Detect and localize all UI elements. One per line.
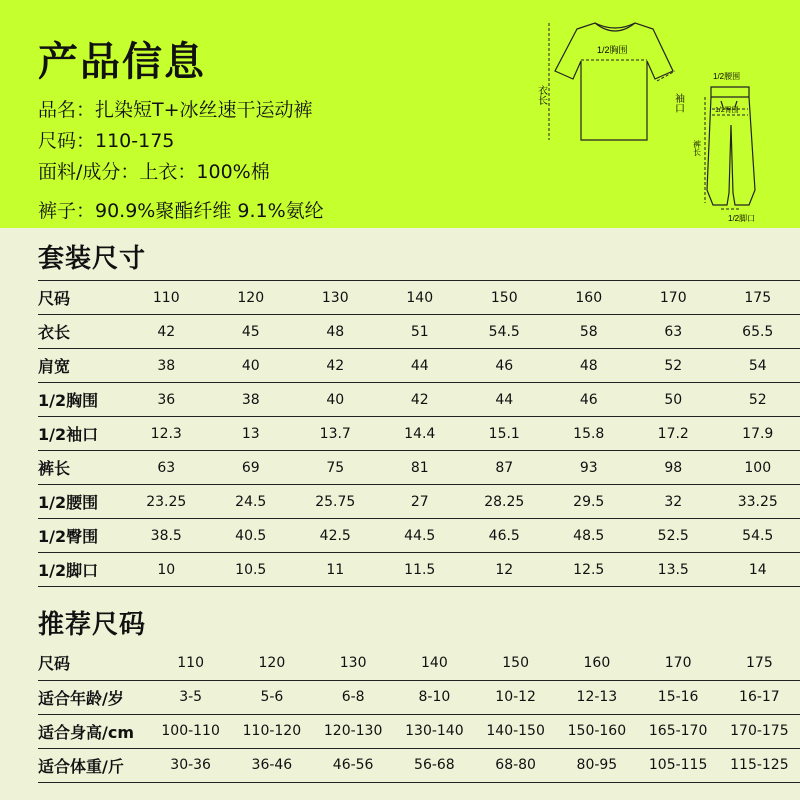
table-cell: 175 [716, 281, 800, 315]
table-cell: 14.4 [378, 417, 463, 451]
table-cell: 36-46 [231, 748, 312, 782]
table-cell: 56-68 [394, 748, 475, 782]
table-row [38, 383, 800, 417]
table-cell: 150 [475, 646, 556, 680]
table-cell: 45 [209, 315, 294, 349]
table-cell: 50 [631, 383, 716, 417]
table-cell: 42.5 [293, 519, 378, 553]
table-cell: 140 [378, 281, 463, 315]
row-label: 尺码 [38, 646, 150, 680]
table-cell: 38 [209, 383, 294, 417]
table-row [38, 315, 800, 349]
row-label: 肩宽 [38, 349, 124, 383]
table-cell: 10.5 [209, 553, 294, 587]
table-cell: 24.5 [209, 485, 294, 519]
table-row [38, 714, 800, 748]
table-cell: 130-140 [394, 714, 475, 748]
table-cell: 170 [638, 646, 719, 680]
table-cell: 110 [124, 281, 209, 315]
table-cell: 12.5 [547, 553, 632, 587]
table-cell: 33.25 [716, 485, 800, 519]
table-cell: 48.5 [547, 519, 632, 553]
table-cell: 42 [378, 383, 463, 417]
table-row [38, 281, 800, 315]
material-top: 面料/成分：上衣：100%棉 [38, 161, 270, 183]
table-row [38, 519, 800, 553]
table-cell: 23.25 [124, 485, 209, 519]
table-cell: 175 [719, 646, 800, 680]
product-name: 品名：扎染短T+冰丝速干运动裤 [38, 99, 313, 121]
table-cell: 46 [462, 349, 547, 383]
page-title: 产品信息 [38, 39, 206, 85]
row-label: 1/2袖口 [38, 417, 124, 451]
size-range: 尺码：110-175 [38, 130, 175, 152]
table-cell: 48 [293, 315, 378, 349]
row-label: 适合体重/斤 [38, 748, 150, 782]
table-row [38, 680, 800, 714]
table-cell: 150 [462, 281, 547, 315]
table-cell: 40 [209, 349, 294, 383]
table-cell: 15.8 [547, 417, 632, 451]
product-info-header [0, 0, 800, 228]
table-cell: 11.5 [378, 553, 463, 587]
table-cell: 38 [124, 349, 209, 383]
table-cell: 8-10 [394, 680, 475, 714]
table-row [38, 553, 800, 587]
table-cell: 80-95 [556, 748, 637, 782]
table-cell: 69 [209, 451, 294, 485]
table-cell: 44.5 [378, 519, 463, 553]
table-cell: 46-56 [313, 748, 394, 782]
table-cell: 63 [124, 451, 209, 485]
table-cell: 120-130 [313, 714, 394, 748]
table-cell: 10 [124, 553, 209, 587]
table-cell: 52 [716, 383, 800, 417]
table-row [38, 485, 800, 519]
table-cell: 32 [631, 485, 716, 519]
table-cell: 63 [631, 315, 716, 349]
garment-measurement-diagram [535, 15, 800, 225]
table-cell: 130 [293, 281, 378, 315]
table-cell: 150-160 [556, 714, 637, 748]
table-cell: 13.7 [293, 417, 378, 451]
table-cell: 5-6 [231, 680, 312, 714]
table-cell: 52 [631, 349, 716, 383]
table-cell: 140 [394, 646, 475, 680]
table-cell: 100 [716, 451, 800, 485]
material-pants: 裤子：90.9%聚酯纤维 9.1%氨纶 [38, 200, 324, 222]
table-cell: 160 [556, 646, 637, 680]
table-cell: 42 [293, 349, 378, 383]
table-cell: 15-16 [638, 680, 719, 714]
table-cell: 110 [150, 646, 231, 680]
pants-hip-label: 1/2臀围 [715, 107, 739, 114]
size-chart-title: 套装尺寸 [38, 244, 147, 274]
table-cell: 6-8 [313, 680, 394, 714]
row-label: 1/2腰围 [38, 485, 124, 519]
table-cell: 68-80 [475, 748, 556, 782]
sleeve-label: 袖口 [672, 93, 684, 113]
table-cell: 36 [124, 383, 209, 417]
table-cell: 28.25 [462, 485, 547, 519]
table-row [38, 349, 800, 383]
table-cell: 160 [547, 281, 632, 315]
table-cell: 120 [209, 281, 294, 315]
pants-cuff-label: 1/2脚口 [728, 214, 756, 223]
row-label: 衣长 [38, 315, 124, 349]
table-cell: 58 [547, 315, 632, 349]
table-cell: 10-12 [475, 680, 556, 714]
table-cell: 46 [547, 383, 632, 417]
table-row [38, 451, 800, 485]
table-cell: 40.5 [209, 519, 294, 553]
pants-icon [707, 87, 755, 205]
table-cell: 100-110 [150, 714, 231, 748]
table-cell: 105-115 [638, 748, 719, 782]
table-row [38, 417, 800, 451]
table-cell: 12.3 [124, 417, 209, 451]
row-label: 适合年龄/岁 [38, 680, 150, 714]
table-cell: 170-175 [719, 714, 800, 748]
table-cell: 44 [462, 383, 547, 417]
table-cell: 87 [462, 451, 547, 485]
table-cell: 98 [631, 451, 716, 485]
table-cell: 110-120 [231, 714, 312, 748]
table-cell: 38.5 [124, 519, 209, 553]
table-cell: 81 [378, 451, 463, 485]
table-cell: 51 [378, 315, 463, 349]
table-cell: 130 [313, 646, 394, 680]
table-cell: 115-125 [719, 748, 800, 782]
row-label: 1/2臀围 [38, 519, 124, 553]
row-label: 1/2胸围 [38, 383, 124, 417]
tshirt-icon [555, 23, 673, 140]
table-cell: 30-36 [150, 748, 231, 782]
table-cell: 65.5 [716, 315, 800, 349]
table-cell: 140-150 [475, 714, 556, 748]
table-cell: 42 [124, 315, 209, 349]
pants-waist-label: 1/2腰围 [713, 72, 741, 81]
table-row [38, 748, 800, 782]
table-cell: 13 [209, 417, 294, 451]
table-cell: 54 [716, 349, 800, 383]
table-row [38, 646, 800, 680]
row-label: 适合身高/cm [38, 714, 150, 748]
table-cell: 17.9 [716, 417, 800, 451]
shirt-length-label: 衣长 [535, 85, 547, 105]
table-cell: 54.5 [716, 519, 800, 553]
table-cell: 3-5 [150, 680, 231, 714]
table-cell: 170 [631, 281, 716, 315]
table-cell: 27 [378, 485, 463, 519]
table-cell: 29.5 [547, 485, 632, 519]
row-label: 裤长 [38, 451, 124, 485]
table-cell: 14 [716, 553, 800, 587]
table-cell: 25.75 [293, 485, 378, 519]
shirt-chest-label: 1/2胸围 [597, 45, 628, 55]
table-cell: 15.1 [462, 417, 547, 451]
recommend-title: 推荐尺码 [38, 610, 147, 640]
table-cell: 48 [547, 349, 632, 383]
table-cell: 52.5 [631, 519, 716, 553]
table-cell: 165-170 [638, 714, 719, 748]
table-cell: 13.5 [631, 553, 716, 587]
size-chart-table [38, 280, 800, 587]
row-label: 尺码 [38, 281, 124, 315]
table-cell: 93 [547, 451, 632, 485]
table-cell: 12-13 [556, 680, 637, 714]
table-cell: 44 [378, 349, 463, 383]
table-cell: 16-17 [719, 680, 800, 714]
recommend-table [38, 646, 800, 783]
table-cell: 11 [293, 553, 378, 587]
table-cell: 120 [231, 646, 312, 680]
table-cell: 75 [293, 451, 378, 485]
table-cell: 40 [293, 383, 378, 417]
row-label: 1/2脚口 [38, 553, 124, 587]
table-cell: 17.2 [631, 417, 716, 451]
table-cell: 12 [462, 553, 547, 587]
pants-length-label: 裤长 [692, 140, 702, 156]
table-cell: 54.5 [462, 315, 547, 349]
table-cell: 46.5 [462, 519, 547, 553]
